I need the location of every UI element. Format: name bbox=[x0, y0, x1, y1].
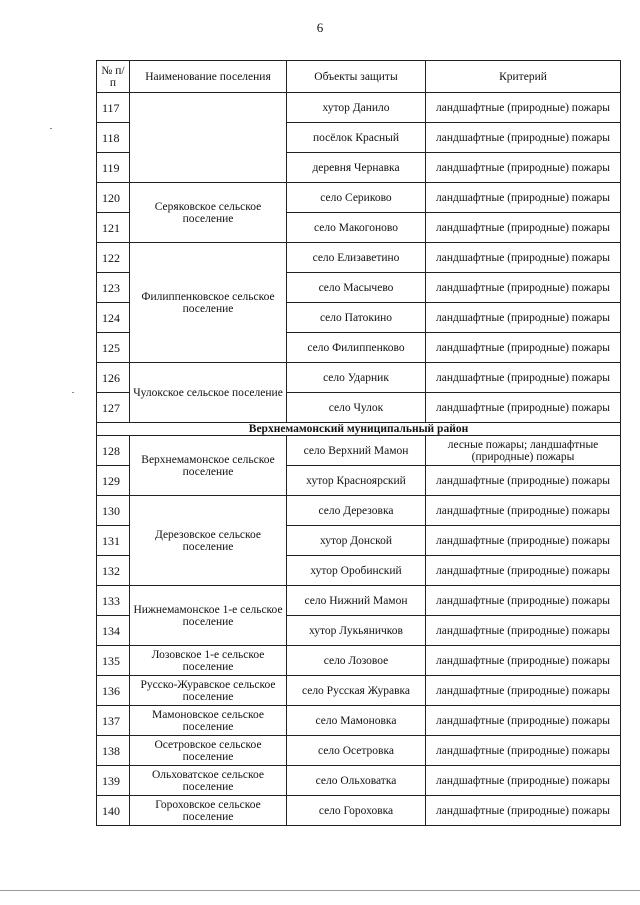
row-num: 140 bbox=[97, 796, 130, 826]
row-num: 132 bbox=[97, 556, 130, 586]
settlement-cell: Серяковское сельское поселение bbox=[130, 183, 287, 243]
object-cell: село Ольховатка bbox=[287, 766, 426, 796]
row-num: 117 bbox=[97, 93, 130, 123]
criterion-cell: ландшафтные (природные) пожары bbox=[426, 676, 621, 706]
criterion-cell: ландшафтные (природные) пожары bbox=[426, 183, 621, 213]
object-cell: село Сериково bbox=[287, 183, 426, 213]
row-num: 134 bbox=[97, 616, 130, 646]
row-num: 120 bbox=[97, 183, 130, 213]
object-cell: село Русская Журавка bbox=[287, 676, 426, 706]
criterion-cell: ландшафтные (природные) пожары bbox=[426, 616, 621, 646]
object-cell: село Дерезовка bbox=[287, 496, 426, 526]
object-cell: посёлок Красный bbox=[287, 123, 426, 153]
row-num: 128 bbox=[97, 436, 130, 466]
page-number: 6 bbox=[316, 20, 324, 35]
criterion-cell: ландшафтные (природные) пожары bbox=[426, 646, 621, 676]
row-num: 124 bbox=[97, 303, 130, 333]
header-settlement: Наименование поселения bbox=[130, 61, 287, 93]
object-cell: хутор Оробинский bbox=[287, 556, 426, 586]
object-cell: село Филиппенково bbox=[287, 333, 426, 363]
row-num: 123 bbox=[97, 273, 130, 303]
object-cell: деревня Чернавка bbox=[287, 153, 426, 183]
criterion-cell: ландшафтные (природные) пожары bbox=[426, 586, 621, 616]
header-criterion: Критерий bbox=[426, 61, 621, 93]
criterion-cell: ландшафтные (природные) пожары bbox=[426, 706, 621, 736]
table-row bbox=[97, 183, 621, 213]
table-row bbox=[97, 496, 621, 526]
scan-artifact bbox=[72, 392, 74, 393]
table-row bbox=[97, 586, 621, 616]
settlement-cell-empty bbox=[130, 93, 287, 183]
criterion-cell: ландшафтные (природные) пожары bbox=[426, 496, 621, 526]
settlement-cell: Нижнемамонское 1-е сельское поселение bbox=[130, 586, 287, 646]
scan-artifact bbox=[50, 128, 52, 129]
settlement-cell: Чулокское сельское поселение bbox=[130, 363, 287, 423]
object-cell: село Елизаветино bbox=[287, 243, 426, 273]
settlement-cell: Осетровское сельское поселение bbox=[130, 736, 287, 766]
object-cell: село Лозовое bbox=[287, 646, 426, 676]
criterion-cell: лесные пожары; ландшафтные (природные) пожары bbox=[426, 436, 621, 466]
row-num: 139 bbox=[97, 766, 130, 796]
footer-rule bbox=[0, 890, 640, 891]
settlement-cell: Верхнемамонское сельское поселение bbox=[130, 436, 287, 496]
table-row bbox=[97, 363, 621, 393]
criterion-cell: ландшафтные (природные) пожары bbox=[426, 393, 621, 423]
table-row bbox=[97, 243, 621, 273]
row-num: 133 bbox=[97, 586, 130, 616]
district-title: Верхнемамонский муниципальный район bbox=[97, 423, 621, 436]
row-num: 130 bbox=[97, 496, 130, 526]
row-num: 125 bbox=[97, 333, 130, 363]
row-num: 122 bbox=[97, 243, 130, 273]
object-cell: село Нижний Мамон bbox=[287, 586, 426, 616]
table-row bbox=[97, 706, 621, 736]
row-num: 119 bbox=[97, 153, 130, 183]
object-cell: село Масычево bbox=[287, 273, 426, 303]
row-num: 129 bbox=[97, 466, 130, 496]
settlement-cell: Русско-Журавское сельское поселение bbox=[130, 676, 287, 706]
settlement-cell: Ольховатское сельское поселение bbox=[130, 766, 287, 796]
row-num: 131 bbox=[97, 526, 130, 556]
criterion-cell: ландшафтные (природные) пожары bbox=[426, 333, 621, 363]
criterion-cell: ландшафтные (природные) пожары bbox=[426, 303, 621, 333]
table-row bbox=[97, 796, 621, 826]
settlement-cell: Дерезовское сельское поселение bbox=[130, 496, 287, 586]
table-header-row bbox=[97, 61, 621, 93]
object-cell: хутор Данило bbox=[287, 93, 426, 123]
row-num: 121 bbox=[97, 213, 130, 243]
object-cell: хутор Красноярский bbox=[287, 466, 426, 496]
row-num: 126 bbox=[97, 363, 130, 393]
criterion-cell: ландшафтные (природные) пожары bbox=[426, 526, 621, 556]
criterion-cell: ландшафтные (природные) пожары bbox=[426, 466, 621, 496]
criterion-cell: ландшафтные (природные) пожары bbox=[426, 213, 621, 243]
row-num: 118 bbox=[97, 123, 130, 153]
settlement-cell: Филиппенковское сельское поселение bbox=[130, 243, 287, 363]
criterion-cell: ландшафтные (природные) пожары bbox=[426, 796, 621, 826]
criterion-cell: ландшафтные (природные) пожары bbox=[426, 363, 621, 393]
row-num: 138 bbox=[97, 736, 130, 766]
object-cell: село Гороховка bbox=[287, 796, 426, 826]
criterion-cell: ландшафтные (природные) пожары bbox=[426, 273, 621, 303]
object-cell: село Осетровка bbox=[287, 736, 426, 766]
table-row bbox=[97, 676, 621, 706]
criterion-cell: ландшафтные (природные) пожары bbox=[426, 556, 621, 586]
object-cell: село Чулок bbox=[287, 393, 426, 423]
table-row bbox=[97, 766, 621, 796]
row-num: 127 bbox=[97, 393, 130, 423]
header-num: № п/п bbox=[97, 61, 130, 93]
row-num: 136 bbox=[97, 676, 130, 706]
object-cell: хутор Донской bbox=[287, 526, 426, 556]
object-cell: село Макогоново bbox=[287, 213, 426, 243]
table-row bbox=[97, 436, 621, 466]
object-cell: село Ударник bbox=[287, 363, 426, 393]
settlement-cell: Гороховское сельское поселение bbox=[130, 796, 287, 826]
row-num: 135 bbox=[97, 646, 130, 676]
criterion-cell: ландшафтные (природные) пожары bbox=[426, 93, 621, 123]
object-cell: хутор Лукьяничков bbox=[287, 616, 426, 646]
protection-objects-table bbox=[96, 60, 621, 826]
row-num: 137 bbox=[97, 706, 130, 736]
settlement-cell: Лозовское 1-е сельское поселение bbox=[130, 646, 287, 676]
settlement-cell: Мамоновское сельское поселение bbox=[130, 706, 287, 736]
object-cell: село Мамоновка bbox=[287, 706, 426, 736]
criterion-cell: ландшафтные (природные) пожары bbox=[426, 766, 621, 796]
table-row bbox=[97, 736, 621, 766]
district-row bbox=[97, 423, 621, 436]
object-cell: село Верхний Мамон bbox=[287, 436, 426, 466]
header-object: Объекты защиты bbox=[287, 61, 426, 93]
criterion-cell: ландшафтные (природные) пожары bbox=[426, 123, 621, 153]
table-row bbox=[97, 93, 621, 123]
object-cell: село Патокино bbox=[287, 303, 426, 333]
criterion-cell: ландшафтные (природные) пожары bbox=[426, 243, 621, 273]
table-row bbox=[97, 646, 621, 676]
criterion-cell: ландшафтные (природные) пожары bbox=[426, 153, 621, 183]
criterion-cell: ландшафтные (природные) пожары bbox=[426, 736, 621, 766]
